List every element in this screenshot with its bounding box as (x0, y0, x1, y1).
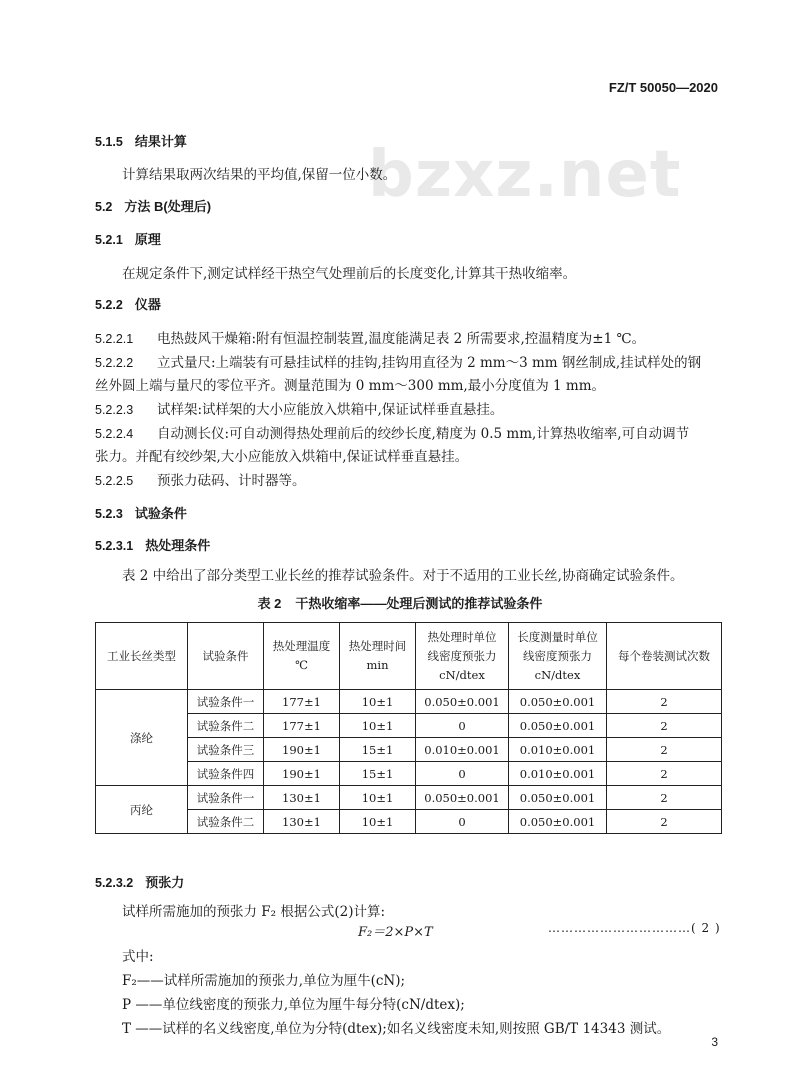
section-title: 结果计算 (134, 134, 187, 149)
cell-temperature: 190±1 (264, 738, 340, 762)
table-title: 干热收缩率——处理后测试的推荐试验条件 (295, 596, 543, 611)
cell-pretension-heat: 0 (416, 810, 509, 834)
table-row (96, 810, 722, 834)
item-5-2-2-4-cont: 张力。并配有绞纱架,大小应能放入烘箱中,保证试样垂直悬挂。 (95, 449, 469, 465)
header-pretension-measure (509, 623, 607, 690)
header-temperature-unit: ℃ (295, 658, 308, 672)
cell-time: 15±1 (340, 762, 416, 786)
cell-pretension-heat: 0 (416, 762, 509, 786)
cell-temperature: 177±1 (264, 714, 340, 738)
item-5-2-2-2-cont: 丝外圆上端与量尺的零位平齐。测量范围为 0 mm～300 mm,最小分度值为 1 mm。 (95, 378, 605, 394)
paragraph-5-2-1: 在规定条件下,测定试样经干热空气处理前后的长度变化,计算其干热收缩率。 (122, 266, 577, 282)
cell-test-count: 2 (607, 786, 722, 810)
cell-condition: 试验条件一 (188, 786, 264, 810)
item-number: 5.2.2.3 (95, 403, 134, 417)
header-pretension-heat-line2: 线密度预张力 (427, 648, 497, 663)
table-row (96, 690, 722, 714)
item-5-2-2-2 (95, 351, 701, 371)
where-label: 式中: (122, 949, 154, 965)
cell-condition: 试验条件一 (188, 690, 264, 714)
fiber-type-polyester: 涤纶 (96, 690, 188, 786)
section-number: 5.2 (95, 200, 113, 214)
heading-5-2-3 (95, 503, 187, 522)
where-def-p: P ——单位线密度的预张力,单位为厘牛每分特(cN/dtex); (122, 997, 465, 1013)
paragraph-5-1-5: 计算结果取两次结果的平均值,保留一位小数。 (122, 167, 397, 183)
cell-time: 10±1 (340, 786, 416, 810)
header-test-count: 每个卷装测试次数 (607, 623, 722, 690)
item-5-2-2-1 (95, 327, 645, 347)
table-row (96, 738, 722, 762)
cell-condition: 试验条件三 (188, 738, 264, 762)
cell-pretension-measure: 0.050±0.001 (509, 714, 607, 738)
formula-number (548, 921, 721, 935)
header-temperature (264, 623, 340, 690)
heading-5-1-5 (95, 131, 187, 150)
header-condition: 试验条件 (188, 623, 264, 690)
item-number: 5.2.2.5 (95, 474, 134, 488)
table-row (96, 762, 722, 786)
cell-temperature: 190±1 (264, 762, 340, 786)
table-row (96, 786, 722, 810)
header-time-label: 热处理时间 (348, 639, 407, 653)
section-number: 5.2.3.2 (95, 876, 134, 890)
header-temperature-label: 热处理温度 (272, 639, 331, 653)
cell-condition: 试验条件二 (188, 714, 264, 738)
cell-pretension-measure: 0.050±0.001 (509, 690, 607, 714)
header-pretension-heat-line1: 热处理时单位 (427, 629, 497, 644)
cell-test-count: 2 (607, 810, 722, 834)
cell-time: 10±1 (340, 714, 416, 738)
cell-temperature: 130±1 (264, 786, 340, 810)
cell-test-count: 2 (607, 714, 722, 738)
cell-pretension-heat: 0.050±0.001 (416, 690, 509, 714)
cell-pretension-measure: 0.010±0.001 (509, 762, 607, 786)
formula-2: F₂＝2×P×T (358, 925, 433, 940)
cell-pretension-heat: 0.050±0.001 (416, 786, 509, 810)
section-title: 原理 (134, 232, 161, 247)
formula-label: ( 2 ) (691, 921, 721, 935)
section-number: 5.2.2 (95, 298, 123, 312)
header-time-unit: min (366, 658, 389, 672)
table-header-row (96, 623, 722, 690)
cell-test-count: 2 (607, 690, 722, 714)
where-def-f2: F₂——试样所需施加的预张力,单位为厘牛(cN); (122, 973, 406, 989)
section-number: 5.2.1 (95, 233, 123, 247)
cell-pretension-heat: 0 (416, 714, 509, 738)
section-title: 预张力 (145, 875, 185, 890)
paragraph-5-2-3-1: 表 2 中给出了部分类型工业长丝的推荐试验条件。对于不适用的工业长丝,协商确定试验条件。 (122, 568, 684, 584)
header-pretension-measure-unit: cN/dtex (534, 667, 581, 682)
table-number: 表 2 (257, 596, 282, 611)
cell-pretension-measure: 0.050±0.001 (509, 786, 607, 810)
cell-time: 15±1 (340, 738, 416, 762)
table-2 (95, 622, 722, 834)
cell-temperature: 177±1 (264, 690, 340, 714)
cell-temperature: 130±1 (264, 810, 340, 834)
heading-5-2-3-1 (95, 535, 210, 554)
item-text: 电热鼓风干燥箱:附有恒温控制装置,温度能满足表 2 所需要求,控温精度为±1 ℃。 (157, 331, 646, 347)
item-5-2-2-3 (95, 398, 503, 418)
cell-condition: 试验条件二 (188, 810, 264, 834)
formula-leader-dots: …………………………… (548, 921, 691, 935)
section-title: 方法 B(处理后) (124, 199, 212, 214)
heading-5-2-3-2 (95, 872, 184, 891)
cell-pretension-heat: 0.010±0.001 (416, 738, 509, 762)
header-time (340, 623, 416, 690)
item-number: 5.2.2.4 (95, 427, 134, 441)
item-text: 立式量尺:上端装有可悬挂试样的挂钩,挂钩用直径为 2 mm～3 mm 钢丝制成,挂试样处的钢 (157, 355, 702, 371)
section-title: 热处理条件 (145, 538, 211, 553)
watermark: bzxz.net (368, 138, 682, 212)
item-5-2-2-4 (95, 422, 689, 442)
item-5-2-2-5 (95, 469, 306, 489)
header-pretension-heat (416, 623, 509, 690)
cell-time: 10±1 (340, 690, 416, 714)
item-text: 自动测长仪:可自动测得热处理前后的绞纱长度,精度为 0.5 mm,计算热收缩率,可自动调节 (157, 426, 690, 442)
header-pretension-measure-line2: 线密度预张力 (523, 648, 592, 663)
cell-test-count: 2 (607, 762, 722, 786)
heading-5-2 (95, 196, 211, 215)
header-pretension-measure-line1: 长度测量时单位 (517, 629, 598, 644)
heading-5-2-2 (95, 294, 161, 313)
item-number: 5.2.2.1 (95, 332, 134, 346)
section-number: 5.1.5 (95, 135, 123, 149)
table-row (96, 714, 722, 738)
cell-time: 10±1 (340, 810, 416, 834)
cell-pretension-measure: 0.010±0.001 (509, 738, 607, 762)
section-number: 5.2.3 (95, 507, 123, 521)
standard-number: FZ/T 50050—2020 (608, 80, 718, 95)
cell-condition: 试验条件四 (188, 762, 264, 786)
where-def-t: T ——试样的名义线密度,单位为分特(dtex);如名义线密度未知,则按照 GB/T 14343 测试。 (122, 1021, 671, 1037)
paragraph-5-2-3-2: 试样所需施加的预张力 F₂ 根据公式(2)计算: (122, 904, 386, 920)
header-pretension-heat-unit: cN/dtex (439, 667, 485, 682)
fiber-type-polypropylene: 丙纶 (96, 786, 188, 834)
header-type: 工业长丝类型 (96, 623, 188, 690)
page-number: 3 (711, 1035, 718, 1049)
table-caption (0, 593, 800, 612)
section-number: 5.2.3.1 (95, 539, 134, 553)
heading-5-2-1 (95, 229, 161, 248)
item-number: 5.2.2.2 (95, 356, 134, 370)
item-text: 预张力砝码、计时器等。 (157, 473, 306, 489)
item-text: 试样架:试样架的大小应能放入烘箱中,保证试样垂直悬挂。 (157, 402, 504, 418)
section-title: 试验条件 (134, 506, 187, 521)
cell-pretension-measure: 0.050±0.001 (509, 810, 607, 834)
cell-test-count: 2 (607, 738, 722, 762)
section-title: 仪器 (134, 297, 161, 312)
